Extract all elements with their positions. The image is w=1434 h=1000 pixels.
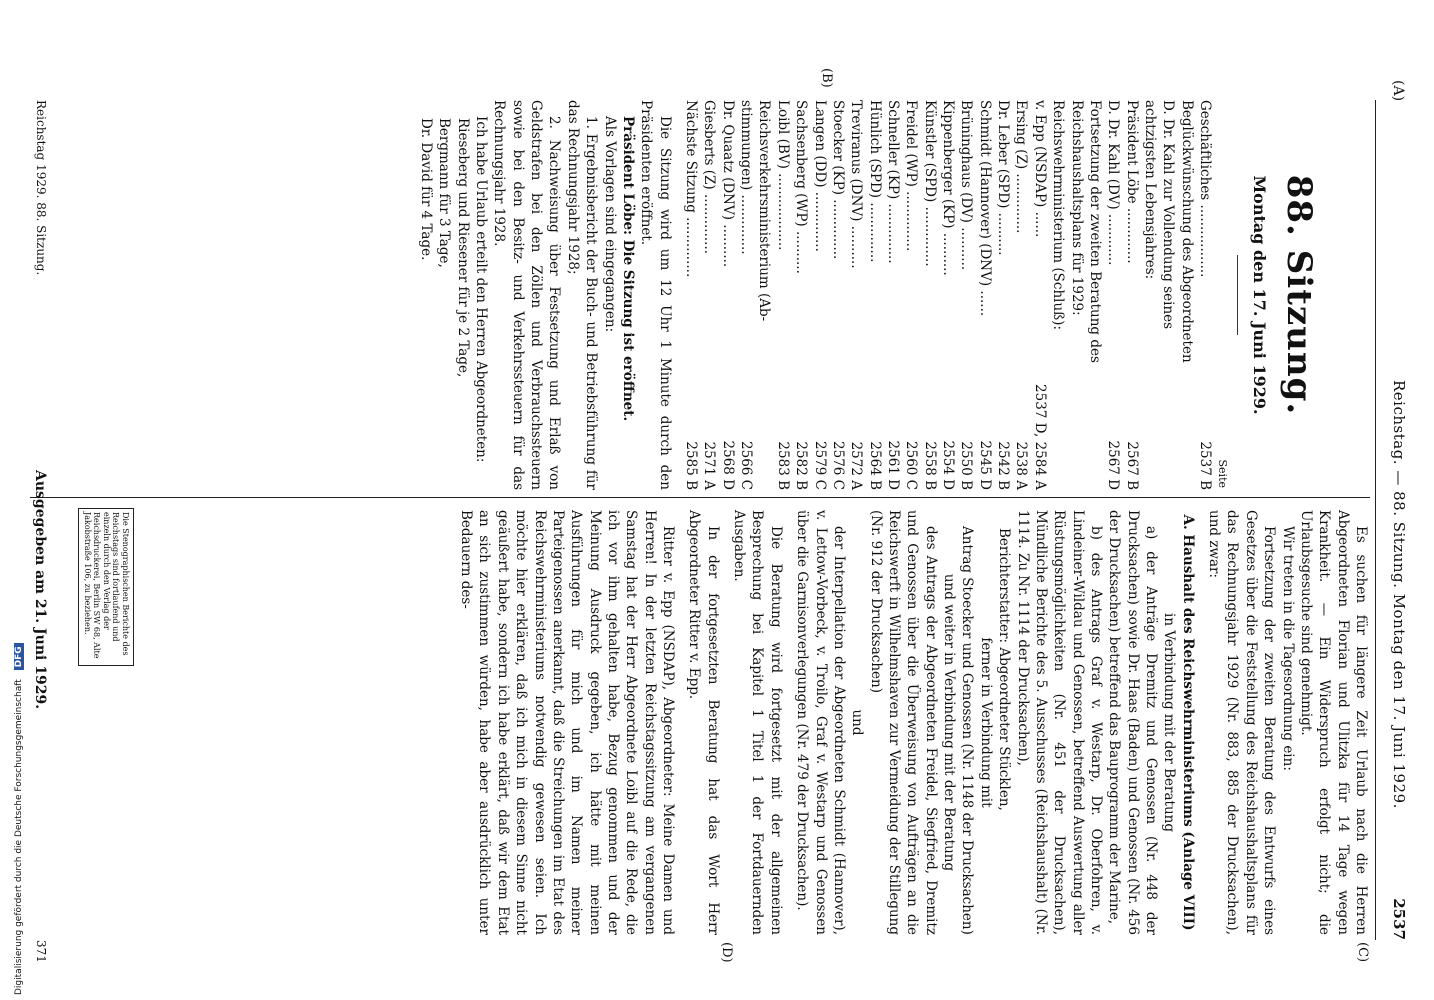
page-header <box>1378 80 1414 940</box>
toc-row <box>1177 100 1195 490</box>
toc-row <box>1196 100 1214 490</box>
toc-page-ref: 2567 B <box>1123 441 1140 490</box>
motion-text: des Antrags der Abgeordneten Freidel, Siegfried, Dremitz und Genossen über die Überweisung von Aufträgen an die Reichswerft in Wilhelmshaven zur Vermeidung der Stillegung (Nr. 912 der Drucksachen) <box>867 510 939 935</box>
sitting-title: 88. Sitzung. <box>1279 174 1319 416</box>
toc-label: D. Dr. Kahl zur Vollendung seines <box>1160 100 1177 330</box>
president-statement: Präsident Löbe: Die Sitzung ist eröffnet. <box>619 116 636 422</box>
toc-label: Schneller (KP) .............. <box>884 100 901 264</box>
text-paragraph: In der fortgesetzten Beratung hat das Wort Herr Abgeordneter Ritter v. Epp. <box>686 510 721 935</box>
agenda-item-b: b) des Antrags Graf v. Westarp, Dr. Oberfohren, v. Lindeiner-Wildau und Genossen, betreffend Auswertung aller Rüstungsmöglichkeiten (Nr. 451 der Drucksachen), Mündliche Berichte des 5. Ausschusses (Reichshaushalt) (Nr. 1114. Zu Nr. 1114 der Drucksachen), <box>1014 510 1104 935</box>
toc-label: Schmidt (Hannover) (DNV) ...... <box>976 100 993 317</box>
toc-page-ref: 2560 C <box>903 441 920 490</box>
toc-label: Fortsetzung der zweiten Beratung des <box>1086 100 1103 363</box>
toc-page-ref: 2545 D <box>976 440 993 490</box>
toc-row <box>1159 100 1177 490</box>
submissions-intro: Als Vorlagen sind eingegangen: <box>601 116 618 333</box>
submission-item: 1. Ergebnisbericht der Buch- und Betriebsführung für das Rechnungsjahr 1928; <box>564 100 600 490</box>
toc-label: Dr. Leber (SPD) .......... <box>995 100 1012 256</box>
publisher-stamp: Die Stenographischen Berichte des Reichstags sind fortlaufend und einzeln durch den Verlag der Reichsdruckerei, Berlin SW 68, Alte Jakobstraße 106, zu beziehen. <box>78 508 134 666</box>
toc-page-ref: 2537 B <box>1197 441 1214 490</box>
motion-text: Antrag Stoecker und Genossen (Nr. 1148 der Drucksachen) <box>959 526 976 935</box>
toc-label: Dr. Quaatz (DNV) .......... <box>719 100 736 268</box>
toc-page-ref: 2567 D <box>1105 440 1122 490</box>
toc-row <box>773 100 791 490</box>
footer-left: Reichstag 1929. 88. Sitzung. <box>34 100 48 276</box>
section-heading: A. Haushalt des Reichswehrministeriums (Anlage VIII) <box>1179 514 1196 931</box>
toc-page-ref: 2566 C <box>738 441 755 490</box>
toc-page-ref: 2554 D <box>940 440 957 490</box>
toc-row <box>975 100 993 490</box>
toc-page-ref: 2542 B <box>995 441 1012 490</box>
toc-label: Freidel (WP) .............. <box>903 100 920 252</box>
toc-page-ref: 2561 D <box>884 440 901 490</box>
text-paragraph: Fortsetzung der zweiten Beratung des Entwurfs eines Gesetzes über die Feststellung des Reichshaushaltsplans für das Rechnungsjahr 1929 (Nr. 883, 885 der Drucksachen), und zwar: <box>1206 510 1278 935</box>
running-header: Reichstag. — 88. Sitzung. Montag den 17. Juni 1929. <box>1390 380 1408 809</box>
toc-label: Langen (DD) .............. <box>811 100 828 252</box>
toc-row <box>1086 100 1104 490</box>
toc-label: Reichswehrministerium (Schluß): <box>1050 100 1067 330</box>
toc-label: D. Dr. Kahl (DV) ............ <box>1105 100 1122 266</box>
toc-row <box>829 100 847 490</box>
toc-page-ref: 2582 B <box>793 441 810 490</box>
toc-page-ref: 2571 A <box>701 441 718 490</box>
toc-row <box>700 100 718 490</box>
toc-label: Loibl (BV) .................. <box>774 100 791 251</box>
toc-label: stimmungen) .............. <box>738 100 755 255</box>
toc-label: Treviranus (DNV) .......... <box>848 100 865 269</box>
toc-label: v. Epp (NSDAP) ...... <box>1031 100 1048 238</box>
digitization-text: Digitalisierung gefördert durch die Deutsche Forschungsgemeinschaft <box>14 679 24 995</box>
leave-item: Dr. David für 4 Tage. <box>417 118 434 261</box>
toc-page-ref: 2583 B <box>774 441 791 490</box>
margin-marker-b: (B) <box>819 68 834 88</box>
opening-block <box>417 100 674 490</box>
toc-row <box>847 100 865 490</box>
text-paragraph: Es suchen für längere Zeit Urlaub nach die Herren Abgeordneten Florian und Ulitzka für 14 Tage wegen Krankheit. — Ein Widerspruch erfolgt nicht; die Urlaubsgesuche sind genehmigt. <box>1297 510 1369 935</box>
toc-row <box>957 100 975 490</box>
toc-label: Stoecker (KP) .............. <box>829 100 846 260</box>
page-number: 2537 <box>1390 898 1408 940</box>
left-column <box>417 100 1370 490</box>
toc-row <box>1122 100 1140 490</box>
toc-row <box>1104 100 1122 490</box>
toc-label: Geschäftliches ................. <box>1197 100 1214 278</box>
toc-label: Brüninghaus (DV) .......... <box>958 100 975 271</box>
toc-page-ref: 2576 C <box>829 441 846 490</box>
connector-text: und weiter in Verbindung mit der Beratung <box>941 573 958 872</box>
toc-row <box>682 100 700 490</box>
toc-row <box>939 100 957 490</box>
toc-row <box>1141 100 1159 490</box>
toc-page-ref: 2568 D <box>719 440 736 490</box>
connector-text: und <box>849 709 866 736</box>
toc-label: Hünlich (SPD) .............. <box>866 100 883 263</box>
toc-label: Kippenberger (KP) .......... <box>940 100 957 276</box>
toc-label: Präsident Löbe ............. <box>1123 100 1140 264</box>
toc-label: Beglückwünschung des Abgeordneten <box>1178 100 1195 363</box>
toc-row <box>737 100 755 490</box>
toc-label: Reichsverkehrsministerium (Ab- <box>756 100 773 322</box>
toc-row <box>920 100 938 490</box>
toc-row <box>902 100 920 490</box>
agenda-intro: Wir treten in die Tagesordnung ein: <box>1279 526 1296 771</box>
toc-row <box>884 100 902 490</box>
agenda-item-a: a) der Anträge Dremitz und Genossen (Nr. 448 der Drucksachen) sowie Dr. Haas (Baden) und Genossen (Nr. 456 der Drucksachen) betreffend das Bauprogramm der Marine, <box>1106 510 1160 935</box>
interpellation-text: der Interpellation der Abgeordneten Schmidt (Hannover), v. Lettow-Vorbeck, v. Troilo, Graf v. Westarp und Genossen über die Garnisonverlegungen (Nr. 479 der Drucksachen). <box>794 510 847 935</box>
right-column <box>457 510 1370 935</box>
speech-paragraph: Ritter v. Epp (NSDAP), Abgeordneter: Meine Damen und Herren! In der letzten Reichstagssitzung am vergangenen Samstag hat der Herr Abgeordnete Loibl auf die Rede, die ich vor ihm gehalten habe, Bezug genommen und der Meinung Ausdruck gegeben, ich hätte mit meinen Ausführungen für mich und im Namen meiner Parteigenossen anerkannt, daß die Streichungen im Etat des Reichswehrministeriums notwendig gewesen seien. Ich möchte hier erklären, daß ich mich in diesem Sinne nicht geäußert habe, sondern ich habe erklärt, daß wir dem Etat an sich zustimmen würden, habe aber ausdrücklich unter Bedauern des- <box>458 510 677 935</box>
toc-page-ref: 2579 C <box>811 441 828 490</box>
toc-label: Ersing (Z) .............. <box>1013 100 1030 234</box>
footer-issued: Ausgegeben am 21. Juni 1929. <box>32 470 48 710</box>
toc-row <box>865 100 883 490</box>
toc-label: Künstler (SPD) .............. <box>921 100 938 267</box>
toc-label: Giesberts (Z) .............. <box>701 100 718 255</box>
sitting-date: Montag den 17. Juni 1929. <box>1249 175 1269 415</box>
toc-row <box>1012 100 1030 490</box>
footer-number: 371 <box>34 940 48 963</box>
toc-row <box>755 100 773 490</box>
text-paragraph: Die Beratung wird fortgesetzt mit der allgemeinen Besprechung bei Kapitel 1 Titel 1 der Fortdauernden Ausgaben. <box>731 510 784 935</box>
margin-marker-c: (C) <box>1355 942 1370 963</box>
header-rule <box>1375 100 1376 940</box>
seite-label: Seite <box>1216 459 1230 488</box>
section-subheading: in Verbindung mit der Beratung <box>1161 613 1178 832</box>
toc-page-ref: 2550 B <box>958 441 975 490</box>
margin-marker-a: (A) <box>1390 80 1406 102</box>
title-rule <box>1237 255 1238 335</box>
toc-row <box>1049 100 1067 490</box>
toc-row <box>1030 100 1048 490</box>
toc-label: achtzigsten Lebensjahres: <box>1141 100 1158 280</box>
toc-row <box>810 100 828 490</box>
connector-text: ferner in Verbindung mit <box>977 637 994 808</box>
toc-label: Reichshaushaltsplans für 1929: <box>1068 100 1085 316</box>
submission-item: 2. Nachweisung über Festsetzung und Erlaß von Geldstrafen bei den Zöllen und Verbrauchssteuern sowie bei den Besitz- und Verkehrssteuern für das Rechnungsjahr 1928. <box>491 100 563 490</box>
dfg-logo: DFG <box>14 643 24 670</box>
toc-page-ref: 2537 D, 2584 A <box>1031 384 1048 490</box>
leave-item: Bergmann für 3 Tage, <box>436 118 453 268</box>
table-of-contents <box>682 100 1214 490</box>
toc-page-ref: 2572 A <box>848 441 865 490</box>
toc-row <box>792 100 810 490</box>
toc-page-ref: 2558 B <box>921 441 938 490</box>
toc-page-ref: 2585 B <box>683 441 699 490</box>
toc-row <box>994 100 1012 490</box>
toc-row <box>718 100 736 490</box>
toc-label: Nächste Sitzung .............. <box>683 100 699 278</box>
leave-item: Rieseberg und Riesener für je 2 Tage, <box>454 118 471 378</box>
margin-marker-d: (D) <box>719 942 734 963</box>
opening-paragraph: Die Sitzung wird um 12 Uhr 1 Minute durch den Präsidenten eröffnet. <box>638 100 673 490</box>
leave-intro: Ich habe Urlaub erteilt den Herren Abgeordneten: <box>473 116 490 463</box>
toc-row <box>1067 100 1085 490</box>
toc-label: Sachsenberg (WP) .......... <box>793 100 810 274</box>
rapporteur: Berichterstatter: Abgeordneter Stücklen, <box>996 528 1013 811</box>
toc-page-ref: 2538 A <box>1013 441 1030 490</box>
column-divider <box>30 497 1370 498</box>
toc-page-ref: 2564 B <box>866 441 883 490</box>
